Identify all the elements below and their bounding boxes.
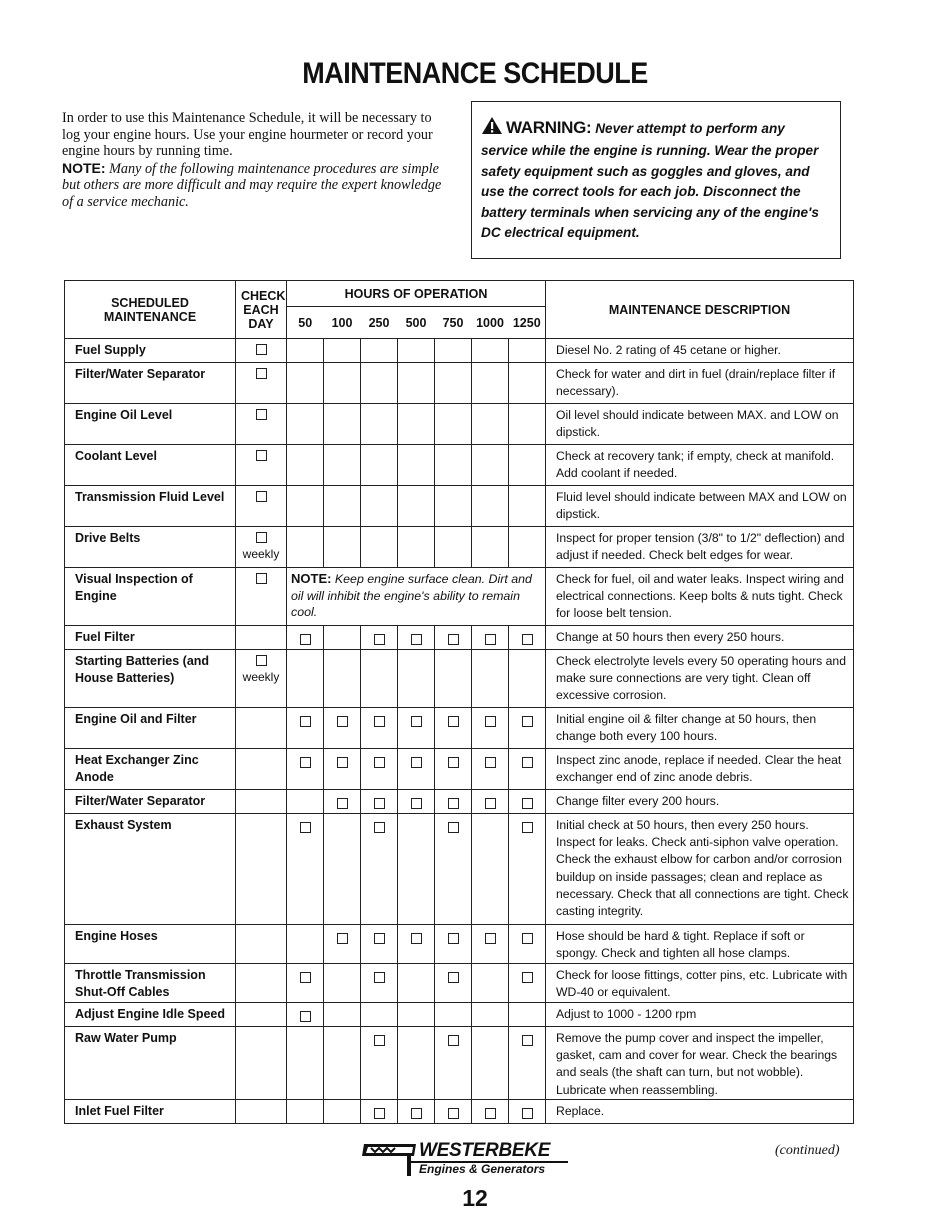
hours-cell	[324, 1100, 361, 1124]
hours-cell	[435, 650, 472, 708]
hours-cell	[361, 486, 398, 527]
daily-checkbox[interactable]	[256, 491, 267, 502]
hours-checkbox[interactable]	[300, 757, 311, 768]
hours-checkbox[interactable]	[522, 634, 533, 645]
table-row	[65, 626, 854, 650]
hours-checkbox[interactable]	[337, 933, 348, 944]
hours-checkbox[interactable]	[522, 798, 533, 809]
page-title: MAINTENANCE SCHEDULE	[302, 56, 648, 90]
logo-subtitle: Engines & Generators	[419, 1162, 546, 1176]
task-description: Inspect zinc anode, replace if needed. Clear the heat exchanger end of zinc anode debris.	[546, 749, 854, 790]
hours-cell	[361, 1100, 398, 1124]
hours-checkbox[interactable]	[522, 972, 533, 983]
hours-cell	[287, 925, 324, 964]
hours-cell	[324, 964, 361, 1003]
task-description: Inspect for proper tension (3/8" to 1/2" deflection) and adjust if needed. Check belt edges for wear.	[546, 527, 854, 568]
hours-cell	[509, 1027, 546, 1100]
hours-checkbox[interactable]	[374, 634, 385, 645]
task-name: Fuel Supply	[65, 339, 236, 363]
maintenance-table	[64, 280, 854, 1124]
hours-cell	[361, 363, 398, 404]
hours-checkbox[interactable]	[374, 822, 385, 833]
hours-cell	[435, 1003, 472, 1027]
hours-cell	[472, 749, 509, 790]
daily-checkbox[interactable]	[256, 532, 267, 543]
hours-cell	[324, 404, 361, 445]
hours-cell	[324, 339, 361, 363]
hours-checkbox[interactable]	[300, 634, 311, 645]
hours-cell	[435, 527, 472, 568]
table-row	[65, 486, 854, 527]
daily-check-cell	[236, 626, 287, 650]
hours-checkbox[interactable]	[485, 1108, 496, 1119]
task-name: Exhaust System	[65, 814, 236, 925]
hours-cell	[435, 925, 472, 964]
daily-check-cell	[236, 790, 287, 814]
hours-checkbox[interactable]	[374, 1108, 385, 1119]
hours-cell	[398, 925, 435, 964]
hours-cell	[324, 650, 361, 708]
warning-triangle-icon	[481, 116, 503, 141]
hours-cell	[472, 790, 509, 814]
hours-cell	[435, 749, 472, 790]
table-row	[65, 650, 854, 708]
hours-checkbox[interactable]	[522, 716, 533, 727]
hours-checkbox[interactable]	[374, 798, 385, 809]
hours-checkbox[interactable]	[522, 1035, 533, 1046]
task-name: Transmission Fluid Level	[65, 486, 236, 527]
hours-cell	[324, 814, 361, 925]
daily-check-cell	[236, 925, 287, 964]
hours-cell	[324, 925, 361, 964]
table-row	[65, 363, 854, 404]
task-description: Adjust to 1000 - 1200 rpm	[546, 1003, 854, 1027]
hours-cell	[287, 1027, 324, 1100]
hours-cell	[398, 790, 435, 814]
hours-cell	[287, 790, 324, 814]
hours-checkbox[interactable]	[411, 634, 422, 645]
westerbeke-logo	[362, 1140, 572, 1180]
engine-note-text: Keep engine surface clean. Dirt and oil will inhibit the engine's ability to remain cool.	[291, 572, 532, 619]
hours-checkbox[interactable]	[448, 634, 459, 645]
daily-checkbox[interactable]	[256, 409, 267, 420]
hours-cell	[287, 445, 324, 486]
hours-cell	[472, 964, 509, 1003]
hours-checkbox[interactable]	[300, 716, 311, 727]
hours-cell	[509, 1003, 546, 1027]
task-description: Fluid level should indicate between MAX and LOW on dipstick.	[546, 486, 854, 527]
hours-cell	[472, 527, 509, 568]
continued-label: (continued)	[775, 1143, 840, 1158]
daily-check-cell	[236, 486, 287, 527]
daily-check-cell	[236, 650, 287, 708]
table-row	[65, 339, 854, 363]
daily-check-cell	[236, 404, 287, 445]
task-description: Initial check at 50 hours, then every 250 hours. Inspect for leaks. Check anti-siphon valve operation. Check the exhaust elbow for carbon and/or corrosion buildup on inside passages; clean and replace as necessary. Check that all connections are tight. Check casting integrity.	[546, 814, 854, 925]
daily-check-cell	[236, 445, 287, 486]
hours-cell	[398, 486, 435, 527]
table-row	[65, 404, 854, 445]
hours-cell	[287, 363, 324, 404]
task-name: Raw Water Pump	[65, 1027, 236, 1100]
hours-cell	[398, 445, 435, 486]
hours-cell	[287, 650, 324, 708]
hours-checkbox[interactable]	[448, 798, 459, 809]
hours-checkbox[interactable]	[300, 1011, 311, 1022]
hours-checkbox[interactable]	[411, 798, 422, 809]
hours-cell	[287, 1100, 324, 1124]
engine-note-cell	[287, 568, 546, 626]
hours-cell	[398, 749, 435, 790]
hours-cell	[324, 749, 361, 790]
hours-checkbox[interactable]	[300, 822, 311, 833]
hours-cell	[435, 363, 472, 404]
task-description: Change at 50 hours then every 250 hours.	[546, 626, 854, 650]
weekly-label: weekly	[242, 670, 280, 684]
hours-cell	[287, 749, 324, 790]
daily-check-cell	[236, 1100, 287, 1124]
hours-cell	[509, 404, 546, 445]
hours-checkbox[interactable]	[448, 1108, 459, 1119]
hours-col-header: 1250	[509, 307, 546, 339]
hours-cell	[361, 814, 398, 925]
table-row	[65, 814, 854, 925]
hours-col-header: 750	[435, 307, 472, 339]
warning-heading: WARNING:	[506, 118, 592, 137]
hours-checkbox[interactable]	[337, 716, 348, 727]
header-hours: HOURS OF OPERATION	[287, 281, 546, 307]
task-name: Heat Exchanger Zinc Anode	[65, 749, 236, 790]
hours-cell	[472, 626, 509, 650]
hours-checkbox[interactable]	[522, 757, 533, 768]
daily-check-cell	[236, 749, 287, 790]
hours-cell	[472, 445, 509, 486]
task-name: Filter/Water Separator	[65, 790, 236, 814]
hours-cell	[472, 814, 509, 925]
hours-cell	[398, 339, 435, 363]
hours-checkbox[interactable]	[300, 972, 311, 983]
hours-cell	[398, 404, 435, 445]
hours-cell	[324, 1027, 361, 1100]
hours-cell	[361, 445, 398, 486]
hours-cell	[398, 964, 435, 1003]
hours-col-header: 1000	[472, 307, 509, 339]
hours-col-header: 500	[398, 307, 435, 339]
hours-cell	[398, 363, 435, 404]
table-row	[65, 749, 854, 790]
hours-cell	[509, 964, 546, 1003]
hours-col-header: 250	[361, 307, 398, 339]
task-description: Change filter every 200 hours.	[546, 790, 854, 814]
hours-cell	[509, 527, 546, 568]
hours-cell	[287, 964, 324, 1003]
header-check: CHECK EACH DAY	[236, 281, 287, 339]
hours-cell	[287, 814, 324, 925]
hours-checkbox[interactable]	[485, 798, 496, 809]
hours-cell	[287, 708, 324, 749]
table-row	[65, 1027, 854, 1100]
logo-text: WESTERBEKE	[419, 1140, 551, 1161]
table-row	[65, 1003, 854, 1027]
hours-cell	[472, 708, 509, 749]
hours-cell	[435, 339, 472, 363]
task-name: Inlet Fuel Filter	[65, 1100, 236, 1124]
hours-cell	[361, 650, 398, 708]
hours-cell	[324, 790, 361, 814]
hours-cell	[361, 339, 398, 363]
hours-checkbox[interactable]	[448, 757, 459, 768]
hours-cell	[287, 626, 324, 650]
hours-checkbox[interactable]	[522, 933, 533, 944]
hours-checkbox[interactable]	[522, 1108, 533, 1119]
daily-check-cell	[236, 1027, 287, 1100]
daily-check-cell	[236, 339, 287, 363]
hours-checkbox[interactable]	[411, 716, 422, 727]
task-description: Check for loose fittings, cotter pins, etc. Lubricate with WD-40 or equivalent.	[546, 964, 854, 1003]
weekly-label: weekly	[242, 547, 280, 561]
hours-checkbox[interactable]	[448, 933, 459, 944]
daily-check-cell	[236, 708, 287, 749]
daily-check-cell	[236, 964, 287, 1003]
table-row	[65, 790, 854, 814]
hours-cell	[361, 790, 398, 814]
hours-cell	[435, 626, 472, 650]
task-description: Check for water and dirt in fuel (drain/replace filter if necessary).	[546, 363, 854, 404]
hours-cell	[287, 486, 324, 527]
task-description: Check electrolyte levels every 50 operating hours and make sure connections are very tight. Clean off excessive corrosion.	[546, 650, 854, 708]
hours-cell	[435, 964, 472, 1003]
warning-text: Never attempt to perform any service while the engine is running. Wear the proper safety equipment such as goggles and gloves, and use the correct tools for each job. Disconnect the battery terminals when servicing any of the engine's DC electrical equipment.	[481, 121, 819, 241]
hours-checkbox[interactable]	[485, 933, 496, 944]
hours-cell	[509, 708, 546, 749]
hours-cell	[435, 1100, 472, 1124]
task-name: Visual Inspection of Engine	[65, 568, 236, 626]
hours-col-header: 100	[324, 307, 361, 339]
hours-cell	[361, 527, 398, 568]
daily-check-cell	[236, 814, 287, 925]
hours-cell	[435, 486, 472, 527]
task-name: Fuel Filter	[65, 626, 236, 650]
hours-cell	[509, 363, 546, 404]
hours-checkbox[interactable]	[411, 933, 422, 944]
header-scheduled: SCHEDULED MAINTENANCE	[65, 281, 236, 339]
hours-cell	[435, 790, 472, 814]
hours-cell	[398, 1003, 435, 1027]
hours-cell	[398, 626, 435, 650]
hours-cell	[361, 1027, 398, 1100]
daily-checkbox[interactable]	[256, 344, 267, 355]
hours-cell	[398, 1027, 435, 1100]
table-row	[65, 1100, 854, 1124]
hours-cell	[509, 790, 546, 814]
hours-cell	[435, 814, 472, 925]
table-row	[65, 445, 854, 486]
hours-cell	[361, 404, 398, 445]
intro-text	[62, 110, 447, 210]
daily-checkbox[interactable]	[256, 450, 267, 461]
hours-cell	[435, 445, 472, 486]
engine-note-label: NOTE:	[291, 571, 332, 586]
hours-checkbox[interactable]	[411, 757, 422, 768]
table-row	[65, 568, 854, 626]
hours-cell	[509, 445, 546, 486]
hours-cell	[472, 404, 509, 445]
hours-checkbox[interactable]	[522, 822, 533, 833]
daily-check-cell	[236, 1003, 287, 1027]
hours-checkbox[interactable]	[374, 933, 385, 944]
hours-checkbox[interactable]	[485, 634, 496, 645]
hours-checkbox[interactable]	[448, 1035, 459, 1046]
hours-cell	[324, 527, 361, 568]
hours-checkbox[interactable]	[374, 1035, 385, 1046]
task-name: Coolant Level	[65, 445, 236, 486]
intro-paragraph: In order to use this Maintenance Schedule, it will be necessary to log your engine hours. Use your engine hourmeter or record your engine hours by running time.	[62, 110, 433, 159]
hours-cell	[509, 339, 546, 363]
hours-cell	[287, 1003, 324, 1027]
hours-checkbox[interactable]	[374, 972, 385, 983]
hours-checkbox[interactable]	[485, 757, 496, 768]
task-description: Diesel No. 2 rating of 45 cetane or higher.	[546, 339, 854, 363]
hours-cell	[324, 626, 361, 650]
hours-cell	[361, 626, 398, 650]
hours-cell	[361, 925, 398, 964]
hours-cell	[435, 1027, 472, 1100]
hours-cell	[324, 708, 361, 749]
task-name: Filter/Water Separator	[65, 363, 236, 404]
hours-cell	[509, 749, 546, 790]
task-name: Throttle Transmission Shut-Off Cables	[65, 964, 236, 1003]
hours-cell	[398, 1100, 435, 1124]
hours-cell	[324, 445, 361, 486]
daily-check-cell	[236, 363, 287, 404]
task-description: Initial engine oil & filter change at 50 hours, then change both every 100 hours.	[546, 708, 854, 749]
task-name: Engine Hoses	[65, 925, 236, 964]
hours-cell	[398, 527, 435, 568]
hours-checkbox[interactable]	[337, 757, 348, 768]
hours-cell	[509, 650, 546, 708]
hours-checkbox[interactable]	[374, 716, 385, 727]
hours-cell	[324, 363, 361, 404]
hours-col-header: 50	[287, 307, 324, 339]
hours-cell	[472, 650, 509, 708]
hours-cell	[435, 708, 472, 749]
task-name: Starting Batteries (and House Batteries)	[65, 650, 236, 708]
hours-cell	[398, 814, 435, 925]
hours-checkbox[interactable]	[411, 1108, 422, 1119]
hours-cell	[472, 1003, 509, 1027]
page-number: 12	[462, 1185, 488, 1211]
warning-box	[471, 101, 841, 259]
hours-checkbox[interactable]	[448, 822, 459, 833]
hours-cell	[472, 1100, 509, 1124]
hours-checkbox[interactable]	[485, 716, 496, 727]
hours-cell	[361, 1003, 398, 1027]
intro-note-text: Many of the following maintenance procedures are simple but others are more difficult and may require the expert knowledge of a service mechanic.	[62, 160, 442, 210]
hours-cell	[509, 1100, 546, 1124]
hours-checkbox[interactable]	[448, 972, 459, 983]
daily-check-cell	[236, 527, 287, 568]
hours-checkbox[interactable]	[337, 798, 348, 809]
hours-cell	[361, 749, 398, 790]
hours-checkbox[interactable]	[448, 716, 459, 727]
daily-checkbox[interactable]	[256, 573, 267, 584]
hours-cell	[287, 527, 324, 568]
hours-cell	[361, 708, 398, 749]
table-row	[65, 925, 854, 964]
task-description: Hose should be hard & tight. Replace if soft or spongy. Check and tighten all hose clamps.	[546, 925, 854, 964]
hours-cell	[324, 1003, 361, 1027]
task-name: Engine Oil Level	[65, 404, 236, 445]
daily-checkbox[interactable]	[256, 368, 267, 379]
hours-cell	[472, 486, 509, 527]
hours-cell	[398, 708, 435, 749]
task-description: Oil level should indicate between MAX. and LOW on dipstick.	[546, 404, 854, 445]
daily-check-cell	[236, 568, 287, 626]
task-description: Replace.	[546, 1100, 854, 1124]
table-row	[65, 527, 854, 568]
hours-checkbox[interactable]	[374, 757, 385, 768]
task-name: Engine Oil and Filter	[65, 708, 236, 749]
task-name: Drive Belts	[65, 527, 236, 568]
task-description: Check at recovery tank; if empty, check at manifold. Add coolant if needed.	[546, 445, 854, 486]
hours-cell	[472, 1027, 509, 1100]
hours-cell	[509, 486, 546, 527]
hours-cell	[398, 650, 435, 708]
hours-cell	[324, 486, 361, 527]
daily-checkbox[interactable]	[256, 655, 267, 666]
task-name: Adjust Engine Idle Speed	[65, 1003, 236, 1027]
hours-cell	[472, 925, 509, 964]
hours-cell	[361, 964, 398, 1003]
task-description: Remove the pump cover and inspect the impeller, gasket, cam and cover for wear. Check the bearings and seals (the shaft can turn, but not wobble). Lubricate when reassembling.	[546, 1027, 854, 1100]
task-description: Check for fuel, oil and water leaks. Inspect wiring and electrical connections. Keep bolts & nuts tight. Check for loose belt tension.	[546, 568, 854, 626]
hours-cell	[509, 925, 546, 964]
hours-cell	[509, 626, 546, 650]
hours-cell	[509, 814, 546, 925]
hours-cell	[435, 404, 472, 445]
table-row	[65, 964, 854, 1003]
hours-cell	[287, 339, 324, 363]
hours-cell	[472, 339, 509, 363]
intro-note-label: NOTE:	[62, 159, 106, 176]
hours-cell	[287, 404, 324, 445]
hours-cell	[472, 363, 509, 404]
header-description: MAINTENANCE DESCRIPTION	[546, 281, 854, 339]
table-row	[65, 708, 854, 749]
